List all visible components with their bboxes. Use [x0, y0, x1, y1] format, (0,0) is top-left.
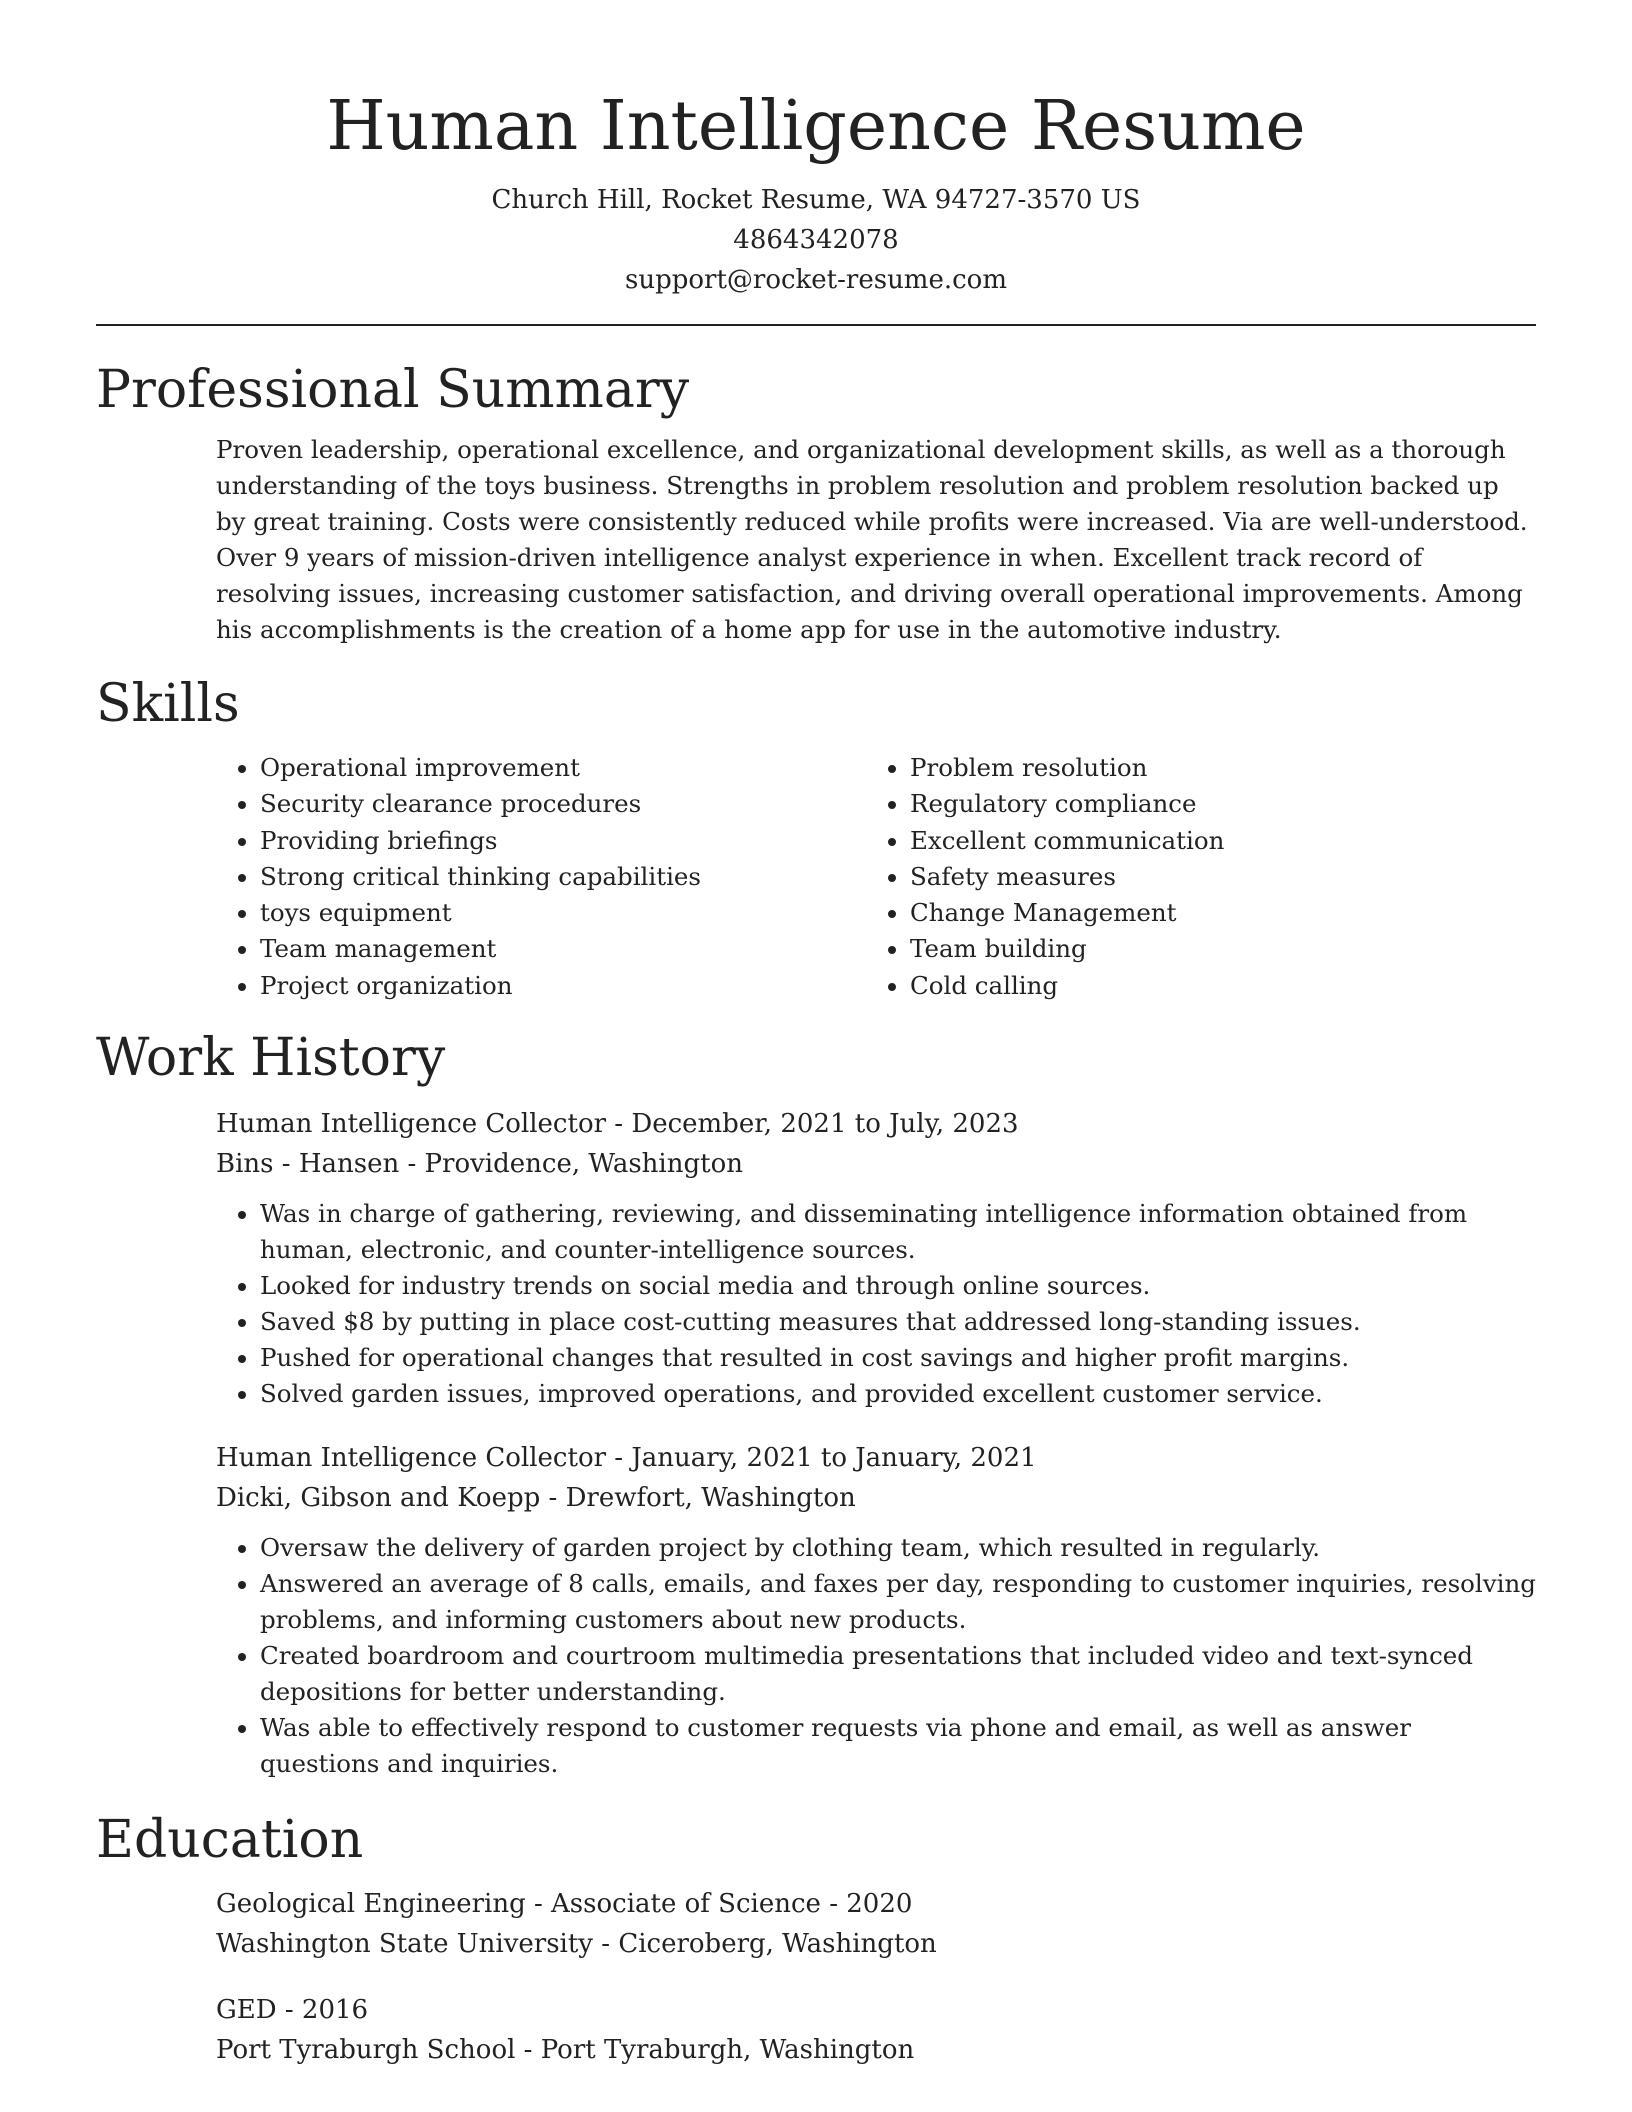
- job-entry: [216, 1104, 1536, 1412]
- skills-column-right: [866, 750, 1516, 1004]
- job-dates: - January, 2021 to January, 2021: [606, 1443, 1037, 1474]
- section-title-skills: Skills: [96, 674, 240, 734]
- education-degree: GED: [216, 1995, 277, 2026]
- education-school: Washington State University: [216, 1929, 593, 1960]
- job-bullet: • Looked for industry trends on social media and through online sources.: [260, 1268, 1536, 1304]
- skill-item: • Team building: [910, 931, 1516, 967]
- job-location: - Drewfort, Washington: [540, 1483, 856, 1514]
- job-location: - Providence, Washington: [399, 1149, 743, 1180]
- candidate-name: Human Intelligence Resume: [326, 87, 1306, 166]
- job-employer: [216, 1144, 1536, 1184]
- job-bullet: • Created boardroom and courtroom multimedia presentations that included video and text-synced depositions for better understanding.: [260, 1638, 1536, 1710]
- job-role: Human Intelligence Collector: [216, 1109, 607, 1140]
- job-entry: [216, 1438, 1536, 1782]
- skill-item: • Regulatory compliance: [910, 786, 1516, 822]
- section-title-summary: Professional Summary: [96, 360, 690, 420]
- contact-phone: 4864342078: [733, 225, 899, 255]
- job-heading: [216, 1438, 1536, 1478]
- education-degree-line: [216, 1990, 1536, 2030]
- skill-item: • Change Management: [910, 895, 1516, 931]
- education-entry: [216, 1884, 1536, 1964]
- skill-item: • Cold calling: [910, 968, 1516, 1004]
- job-bullet: • Solved garden issues, improved operations, and provided excellent customer service.: [260, 1376, 1536, 1412]
- skill-item: • Providing briefings: [260, 823, 866, 859]
- education-year: - 2016: [276, 1995, 369, 2026]
- education-year: - 2020: [820, 1889, 913, 1920]
- contact-email: support@rocket-resume.com: [624, 265, 1007, 295]
- skills-column-left: [216, 750, 866, 1004]
- education-degree: Geological Engineering - Associate of Science: [216, 1889, 821, 1920]
- education-degree-line: [216, 1884, 1536, 1924]
- skill-item: • Team management: [260, 931, 866, 967]
- job-employer: [216, 1478, 1536, 1518]
- job-bullet: • Answered an average of 8 calls, emails, and faxes per day, responding to customer inquiries, resolving problems, and informing customers about new products.: [260, 1566, 1536, 1638]
- skill-item: • Problem resolution: [910, 750, 1516, 786]
- skills-list: [216, 750, 1536, 1004]
- education-location: - Ciceroberg, Washington: [593, 1929, 937, 1960]
- header-divider: [96, 324, 1536, 326]
- skill-item: • toys equipment: [260, 895, 866, 931]
- job-bullets: [216, 1196, 1536, 1412]
- skill-item: • Security clearance procedures: [260, 786, 866, 822]
- job-bullet: • Pushed for operational changes that resulted in cost savings and higher profit margins.: [260, 1340, 1536, 1376]
- contact-info: [96, 180, 1536, 300]
- skill-item: • Safety measures: [910, 859, 1516, 895]
- education-location: - Port Tyraburgh, Washington: [515, 2035, 915, 2066]
- skill-item: • Strong critical thinking capabilities: [260, 859, 866, 895]
- job-dates: - December, 2021 to July, 2023: [606, 1109, 1019, 1140]
- skill-item: • Excellent communication: [910, 823, 1516, 859]
- contact-address: Church Hill, Rocket Resume, WA 94727-3570 US: [491, 185, 1141, 215]
- job-role: Human Intelligence Collector: [216, 1443, 607, 1474]
- education-school-line: [216, 2030, 1536, 2070]
- job-bullets: [216, 1530, 1536, 1782]
- section-title-work-history: Work History: [96, 1028, 446, 1089]
- job-heading: [216, 1104, 1536, 1144]
- summary-text: Proven leadership, operational excellence, and organizational development skills, as well as a thorough understanding of the toys business. Strengths in problem resolution and problem resolution backed up by great training. Costs were consistently reduced while profits were increased. Via are well-understood. Over 9 years of mission-driven intelligence analyst experience in when. Excellent track record of resolving issues, increasing customer satisfaction, and driving overall operational improvements. Among his accomplishments is the creation of a home app for use in the automotive industry.: [216, 435, 1528, 644]
- education-school-line: [216, 1924, 1536, 1964]
- job-bullet: • Oversaw the delivery of garden project by clothing team, which resulted in regularly.: [260, 1530, 1536, 1566]
- skill-item: • Operational improvement: [260, 750, 866, 786]
- skill-item: • Project organization: [260, 968, 866, 1004]
- section-title-education: Education: [96, 1810, 364, 1871]
- job-bullet: • Was in charge of gathering, reviewing, and disseminating intelligence information obtained from human, electronic, and counter-intelligence sources.: [260, 1196, 1536, 1268]
- job-company: Dicki, Gibson and Koepp: [216, 1483, 541, 1514]
- job-bullet: • Was able to effectively respond to customer requests via phone and email, as well as answer questions and inquiries.: [260, 1710, 1536, 1782]
- education-school: Port Tyraburgh School: [216, 2035, 516, 2066]
- job-company: Bins - Hansen: [216, 1149, 400, 1180]
- resume-header: [96, 0, 1536, 300]
- education-entry: [216, 1990, 1536, 2070]
- job-bullet: • Saved $8 by putting in place cost-cutting measures that addressed long-standing issues.: [260, 1304, 1536, 1340]
